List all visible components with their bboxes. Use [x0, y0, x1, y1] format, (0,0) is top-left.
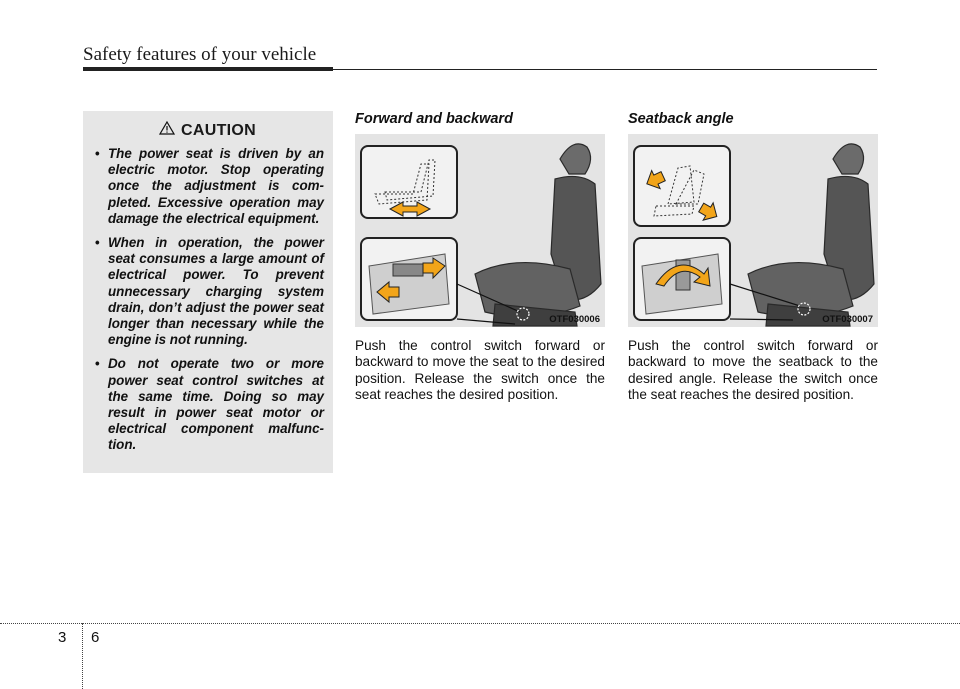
caution-item: • The power seat is driven by an electric motor. Stop operating once the adjustment is com-pleted. Excessive operation may damage the electrical equipment. [95, 146, 324, 226]
footer-divider-vertical [82, 623, 83, 689]
section-seatback-angle [628, 111, 878, 404]
chapter-number: 3 [58, 629, 67, 646]
figure-code: OTF030007 [822, 314, 873, 325]
warning-triangle-icon [159, 121, 175, 140]
caution-item: • Do not operate two or more power seat control switches at the same time. Doing so may result in power seat motor or electrical component malfunc-tion. [95, 356, 324, 453]
seat-illustration [748, 144, 874, 326]
header-rule [83, 67, 333, 71]
section-body: Push the control switch forward or backward to move the seatback to the desired angle. Release the switch once the seat reaches the desired position. [628, 338, 878, 403]
seat-illustration [475, 144, 601, 326]
caution-header [91, 121, 324, 140]
page-header-title: Safety features of your vehicle [83, 44, 317, 65]
seat-figure-forward-backward [355, 134, 605, 327]
section-forward-backward [355, 111, 605, 404]
figure-code: OTF030006 [549, 314, 600, 325]
caution-item: • When in operation, the power seat consumes a large amount of electrical power. To prevent unnecessary charging system drain, don’t adjust the power seat longer than necessary while the engine is not running. [95, 235, 324, 348]
caution-box [83, 111, 333, 473]
page-number: 6 [91, 629, 100, 646]
caution-title: CAUTION [181, 121, 256, 139]
footer-divider [0, 623, 960, 624]
seat-figure-seatback-angle [628, 134, 878, 327]
section-body: Push the control switch forward or backward to move the seat to the desired position. Release the switch once the seat reaches the desired position. [355, 338, 605, 403]
header-rule-thin [333, 69, 877, 70]
section-heading: Forward and backward [355, 111, 513, 127]
caution-list [91, 146, 324, 454]
section-heading: Seatback angle [628, 111, 734, 127]
